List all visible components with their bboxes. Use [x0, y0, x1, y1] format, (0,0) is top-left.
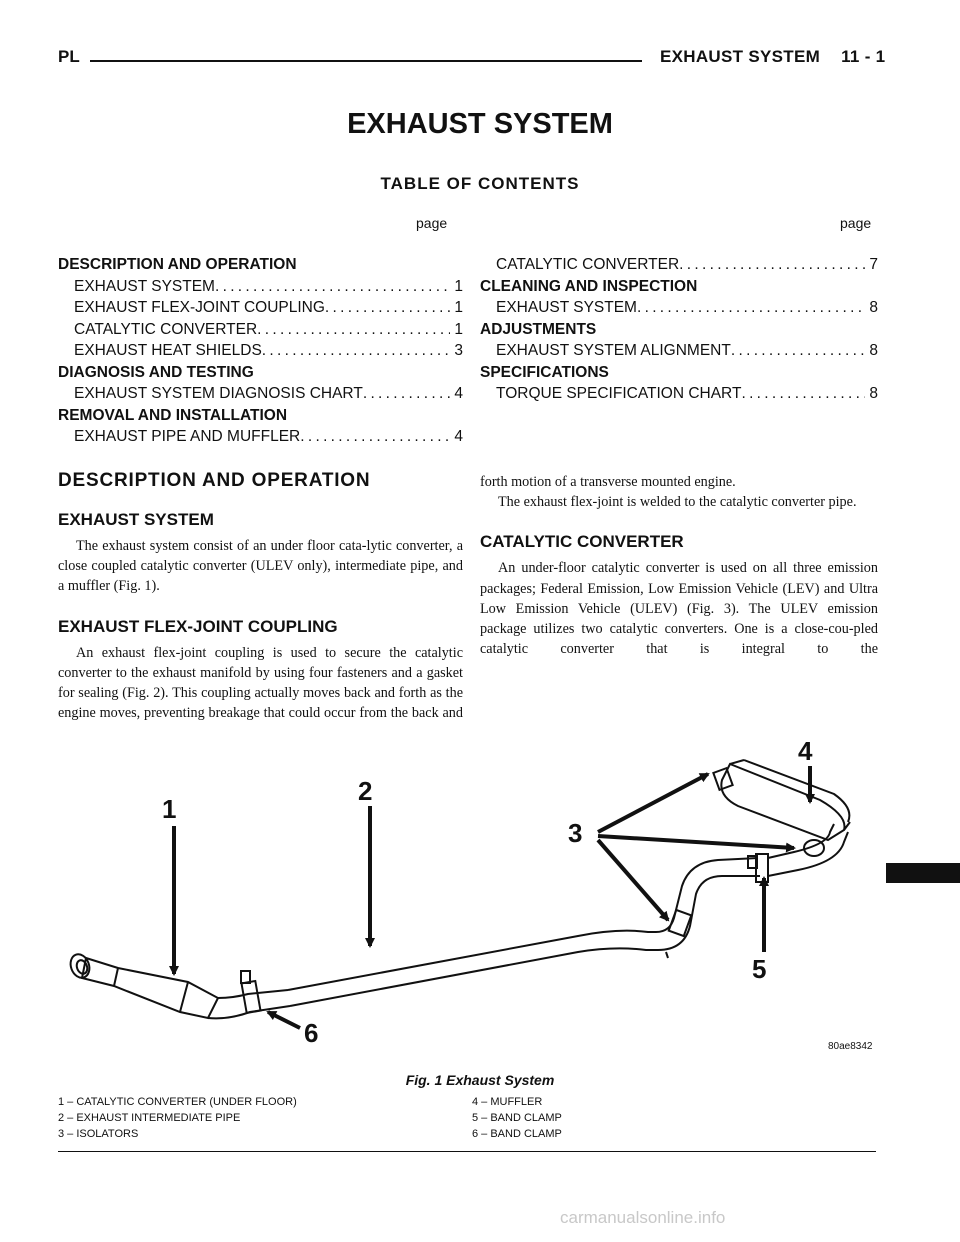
toc-heading: TABLE OF CONTENTS — [380, 174, 580, 193]
toc-leader-dots — [637, 297, 865, 319]
converter-flange — [67, 952, 92, 981]
toc-entry-page: 3 — [454, 342, 463, 359]
callout-4: 4 — [798, 736, 813, 766]
legend-item-2: 2 – EXHAUST INTERMEDIATE PIPE — [58, 1112, 241, 1124]
toc-entry — [480, 297, 878, 319]
toc-entry — [58, 319, 463, 341]
toc-section-heading: SPECIFICATIONS — [480, 363, 609, 381]
toc-section-heading: DIAGNOSIS AND TESTING — [58, 363, 254, 381]
toc-leader-dots — [300, 426, 450, 448]
catalytic-converter-text: An under-floor catalytic converter is used on all three emission packages; Federal Emission, Low Emission Vehicle (LEV) and Ultra Low Emission Vehicle (ULEV) (Fig. 3). The ULEV emission package utilizes two catalytic converters. One is a close-cou-pled catalytic converter that is integral to the — [480, 560, 878, 658]
body-left-column — [58, 470, 463, 724]
callout-3: 3 — [568, 818, 583, 848]
toc-page-label-left: page — [416, 215, 448, 231]
toc-section-heading: DESCRIPTION AND OPERATION — [58, 256, 297, 273]
toc-entry-page: 8 — [869, 299, 878, 316]
callout-5: 5 — [752, 954, 767, 984]
toc-page-label-right: page — [840, 215, 872, 231]
exhaust-system-figure — [58, 736, 876, 1066]
flex-joint-text-continued: forth motion of a transverse mounted engine. — [480, 474, 736, 490]
toc-entry — [480, 383, 878, 405]
catalytic-converter-heading: CATALYTIC CONVERTER — [480, 532, 684, 552]
toc-entry-page: 1 — [454, 299, 463, 316]
toc-section-heading: CLEANING AND INSPECTION — [480, 277, 698, 295]
callout-6: 6 — [304, 1018, 319, 1048]
toc-entry-page: 8 — [869, 385, 878, 402]
flex-joint-text: An exhaust flex-joint coupling is used to secure the catalytic converter to the exhaust manifold by using four fasteners and a gasket for sealing (Fig. 2). This coupling actually moves back and forth as the engine moves, preventing breakage that could occur from the back and — [58, 644, 463, 722]
header-page-number: 11 - 1 — [841, 47, 886, 66]
band-clamp-6 — [242, 981, 261, 1013]
toc-leader-dots — [731, 340, 866, 362]
toc-entry-title: TORQUE SPECIFICATION CHART — [496, 385, 742, 402]
toc-entry-title: EXHAUST SYSTEM ALIGNMENT — [496, 342, 731, 359]
section-tab-marker — [886, 863, 960, 883]
bottom-rule — [58, 1151, 876, 1152]
toc-leader-dots — [741, 383, 865, 405]
body-right-column — [480, 472, 878, 659]
exhaust-pipe-drawing — [67, 760, 850, 1018]
page-title: EXHAUST SYSTEM — [347, 108, 613, 140]
toc-leader-dots — [215, 276, 450, 298]
figure-id: 80ae8342 — [828, 1041, 873, 1052]
toc-entry-page: 8 — [869, 342, 878, 359]
toc-section-heading: ADJUSTMENTS — [480, 320, 597, 338]
toc-entry-title: CATALYTIC CONVERTER — [74, 320, 258, 338]
toc-entry-title: EXHAUST FLEX-JOINT COUPLING — [74, 299, 325, 316]
header-section-code: PL — [58, 47, 80, 66]
toc-entry — [58, 276, 463, 298]
toc-entry-page: 4 — [454, 385, 463, 402]
legend-item-3: 3 – ISOLATORS — [58, 1128, 139, 1140]
toc-entry — [58, 340, 463, 362]
legend-item-6: 6 – BAND CLAMP — [472, 1128, 562, 1140]
toc-entry-page: 1 — [454, 320, 463, 338]
callout-6-leader — [268, 1012, 300, 1028]
toc-entry-title: EXHAUST HEAT SHIELDS — [74, 342, 262, 359]
toc-right-column — [480, 254, 878, 405]
exhaust-system-text: The exhaust system consist of an under floor cata-lytic converter, a close coupled catalytic converter (ULEV only), intermediate pipe, and a muffler (Fig. 1). — [58, 538, 463, 595]
toc-left-column — [58, 254, 463, 448]
toc-entry — [58, 297, 463, 319]
toc-leader-dots — [363, 383, 451, 405]
exhaust-system-heading: EXHAUST SYSTEM — [58, 510, 214, 529]
callout-1: 1 — [162, 794, 177, 824]
header-right — [660, 47, 885, 67]
flex-joint-heading: EXHAUST FLEX-JOINT COUPLING — [58, 616, 338, 636]
toc-leader-dots — [257, 319, 450, 341]
catalytic-converter-body — [82, 958, 218, 1018]
toc-entry-title: EXHAUST SYSTEM — [74, 277, 215, 295]
toc-entry-title: EXHAUST SYSTEM — [496, 299, 637, 316]
toc-entry — [58, 383, 463, 405]
figure-legend-left — [58, 1094, 297, 1142]
callout-2: 2 — [358, 776, 373, 806]
legend-item-1: 1 – CATALYTIC CONVERTER (UNDER FLOOR) — [58, 1096, 297, 1108]
toc-entry-page: 7 — [869, 256, 878, 273]
toc-leader-dots — [679, 254, 865, 276]
toc-leader-dots — [262, 340, 451, 362]
header-rule — [90, 60, 642, 62]
legend-item-5: 5 – BAND CLAMP — [472, 1112, 562, 1124]
figure-caption: Fig. 1 Exhaust System — [405, 1072, 555, 1088]
toc-entry-page: 4 — [454, 428, 463, 445]
callout-3-leader-a — [598, 774, 708, 832]
toc-section-heading: REMOVAL AND INSTALLATION — [58, 406, 288, 424]
toc-entry — [480, 340, 878, 362]
toc-entry-page: 1 — [454, 277, 463, 295]
toc-entry-title: CATALYTIC CONVERTER — [496, 256, 680, 273]
toc-leader-dots — [325, 297, 450, 319]
toc-entry — [58, 426, 463, 448]
header-section-title: EXHAUST SYSTEM — [660, 47, 821, 66]
watermark: carmanualsonline.info — [560, 1208, 726, 1227]
toc-entry-title: EXHAUST PIPE AND MUFFLER — [74, 428, 301, 445]
legend-item-4: 4 – MUFFLER — [472, 1096, 543, 1108]
callout-3-leader-b — [598, 836, 794, 848]
flex-joint-text-2: The exhaust flex-joint is welded to the catalytic converter pipe. — [498, 494, 857, 511]
figure-legend-right — [472, 1094, 562, 1142]
section-heading: DESCRIPTION AND OPERATION — [58, 470, 371, 491]
toc-entry-title: EXHAUST SYSTEM DIAGNOSIS CHART — [74, 385, 363, 402]
toc-entry — [480, 254, 878, 276]
callout-3-leader-c — [598, 840, 668, 920]
